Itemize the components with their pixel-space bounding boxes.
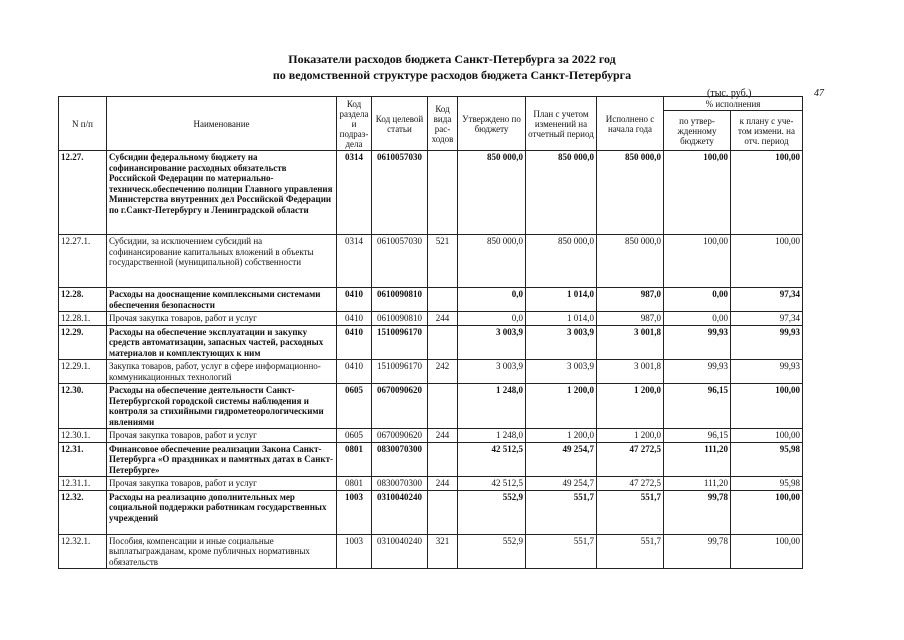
cell-row-number: 12.28. [59,288,107,312]
cell-row-number: 12.29. [59,325,107,360]
table-row [59,151,803,235]
cell-percent-plan: 99,93 [731,360,803,384]
cell-percent-plan: 99,93 [731,325,803,360]
cell-executed: 47 272,5 [597,477,664,491]
cell-expense-type-code: 244 [428,312,458,326]
cell-expense-type-code [428,288,458,312]
cell-section-code: 0801 [337,477,372,491]
header-no: N п/п [59,97,107,151]
cell-name: Пособия, компенсации и иные социальные выплатыгражданам, кроме публичных нормативных обязательств [107,534,337,569]
table-row [59,384,803,429]
cell-row-number: 12.29.1. [59,360,107,384]
cell-row-number: 12.27. [59,151,107,235]
cell-percent-plan: 100,00 [731,384,803,429]
cell-target-code: 0310040240 [372,534,428,569]
cell-percent-budget: 0,00 [664,312,731,326]
cell-percent-plan: 97,34 [731,288,803,312]
cell-executed: 3 001,8 [597,325,664,360]
units-label: (тыс. руб.) [707,88,752,99]
cell-percent-plan: 100,00 [731,490,803,534]
table-row [59,312,803,326]
cell-expense-type-code: 244 [428,429,458,443]
header-expense-type-code: Код вида рас-ходов [428,97,458,151]
cell-name: Расходы на реализацию дополнительных мер социальной поддержки работникам государственных учреждений [107,490,337,534]
table-row [59,477,803,491]
cell-section-code: 0410 [337,288,372,312]
cell-executed: 987,0 [597,288,664,312]
cell-percent-budget: 99,93 [664,360,731,384]
cell-name: Закупка товаров, работ, услуг в сфере информационно-коммуникационных технологий [107,360,337,384]
document-title: Показатели расходов бюджета Санкт-Петербурга за 2022 год [288,52,616,66]
cell-plan: 850 000,0 [526,235,597,288]
cell-plan: 850 000,0 [526,151,597,235]
cell-approved: 1 248,0 [458,429,526,443]
cell-row-number: 12.32.1. [59,534,107,569]
cell-approved: 3 003,9 [458,325,526,360]
cell-executed: 1 200,0 [597,429,664,443]
cell-name: Расходы на дооснащение комплексными системами обеспечения безопасности [107,288,337,312]
cell-name: Расходы на обеспечение эксплуатации и закупку средств автоматизации, запасных частей, расходных материалов и комплектующих к ним [107,325,337,360]
cell-approved: 3 003,9 [458,360,526,384]
cell-plan: 551,7 [526,534,597,569]
table-row [59,442,803,477]
cell-executed: 551,7 [597,490,664,534]
cell-target-code: 1510096170 [372,325,428,360]
cell-approved: 552,9 [458,534,526,569]
cell-section-code: 0314 [337,151,372,235]
cell-section-code: 0605 [337,429,372,443]
table-body [59,151,803,569]
cell-target-code: 0830070300 [372,477,428,491]
cell-approved: 42 512,5 [458,477,526,491]
cell-section-code: 0410 [337,312,372,326]
cell-row-number: 12.27.1. [59,235,107,288]
cell-executed: 850 000,0 [597,235,664,288]
table-row [59,490,803,534]
cell-name: Финансовое обеспечение реализации Закона Санкт-Петербурга «О праздниках и памятных датах в Санкт-Петербурге» [107,442,337,477]
cell-section-code: 0410 [337,325,372,360]
cell-name: Прочая закупка товаров, работ и услуг [107,429,337,443]
cell-percent-plan: 95,98 [731,477,803,491]
table-row [59,325,803,360]
cell-expense-type-code: 242 [428,360,458,384]
cell-plan: 49 254,7 [526,442,597,477]
budget-table [58,96,803,569]
cell-percent-budget: 99,78 [664,490,731,534]
cell-plan: 1 200,0 [526,429,597,443]
cell-section-code: 0410 [337,360,372,384]
cell-target-code: 0830070300 [372,442,428,477]
cell-percent-budget: 0,00 [664,288,731,312]
cell-percent-plan: 100,00 [731,235,803,288]
cell-row-number: 12.32. [59,490,107,534]
cell-executed: 1 200,0 [597,384,664,429]
cell-expense-type-code: 244 [428,477,458,491]
cell-percent-plan: 100,00 [731,151,803,235]
cell-approved: 850 000,0 [458,151,526,235]
cell-expense-type-code [428,325,458,360]
cell-approved: 42 512,5 [458,442,526,477]
cell-percent-plan: 100,00 [731,429,803,443]
cell-target-code: 0670090620 [372,429,428,443]
cell-percent-budget: 96,15 [664,429,731,443]
page-number: 47 [814,88,824,99]
cell-row-number: 12.28.1. [59,312,107,326]
header-percent-group: % исполнения [664,97,803,111]
header-target-code: Код целевой статьи [372,97,428,151]
table-row [59,235,803,288]
cell-plan: 3 003,9 [526,325,597,360]
cell-name: Прочая закупка товаров, работ и услуг [107,477,337,491]
cell-executed: 850 000,0 [597,151,664,235]
document-subtitle: по ведомственной структуре расходов бюджета Санкт-Петербурга [272,68,632,82]
header-executed: Исполнено с начала года [597,97,664,151]
cell-approved: 0,0 [458,312,526,326]
cell-target-code: 0610090810 [372,288,428,312]
cell-expense-type-code [428,151,458,235]
header-name: Наименование [107,97,337,151]
cell-row-number: 12.30.1. [59,429,107,443]
cell-plan: 551,7 [526,490,597,534]
cell-name: Субсидии федеральному бюджету на софинансирование расходных обязательств Российской Федерации по материально-техническ.обеспечению полиции Главного управления Министерства внутренних дел Российской Федерации по г.Санкт-Петербургу и Ленинградской области [107,151,337,235]
cell-target-code: 0610057030 [372,235,428,288]
cell-expense-type-code: 521 [428,235,458,288]
cell-approved: 552,9 [458,490,526,534]
cell-executed: 551,7 [597,534,664,569]
cell-section-code: 1003 [337,534,372,569]
cell-percent-budget: 99,78 [664,534,731,569]
cell-plan: 1 014,0 [526,312,597,326]
cell-target-code: 0310040240 [372,490,428,534]
cell-expense-type-code [428,442,458,477]
cell-name: Расходы на обеспечение деятельности Санкт-Петербургской городской системы наблюдения и контроля за стихийными гидрометеорологическими явлениями [107,384,337,429]
cell-percent-plan: 100,00 [731,534,803,569]
cell-name: Субсидии, за исключением субсидий на софинансирование капитальных вложений в объекты государственной (муниципальной) собственности [107,235,337,288]
cell-plan: 3 003,9 [526,360,597,384]
cell-expense-type-code [428,384,458,429]
cell-plan: 1 014,0 [526,288,597,312]
table-row [59,429,803,443]
cell-target-code: 0610090810 [372,312,428,326]
cell-section-code: 0605 [337,384,372,429]
cell-percent-plan: 97,34 [731,312,803,326]
cell-row-number: 12.31. [59,442,107,477]
cell-plan: 1 200,0 [526,384,597,429]
cell-executed: 47 272,5 [597,442,664,477]
header-percent-budget: по утвер-жденному бюджету [664,111,731,151]
cell-plan: 49 254,7 [526,477,597,491]
cell-percent-budget: 100,00 [664,151,731,235]
cell-row-number: 12.31.1. [59,477,107,491]
header-plan: План с учетом изменений на отчетный период [526,97,597,151]
cell-target-code: 0670090620 [372,384,428,429]
cell-executed: 987,0 [597,312,664,326]
cell-approved: 0,0 [458,288,526,312]
table-row [59,288,803,312]
cell-expense-type-code: 321 [428,534,458,569]
cell-percent-budget: 96,15 [664,384,731,429]
cell-percent-budget: 99,93 [664,325,731,360]
cell-approved: 850 000,0 [458,235,526,288]
cell-section-code: 0314 [337,235,372,288]
cell-target-code: 1510096170 [372,360,428,384]
cell-expense-type-code [428,490,458,534]
header-approved: Утверждено по бюджету [458,97,526,151]
cell-percent-budget: 111,20 [664,477,731,491]
cell-approved: 1 248,0 [458,384,526,429]
cell-executed: 3 001,8 [597,360,664,384]
header-percent-plan: к плану с уче-том измени. на отч. период [731,111,803,151]
table-row [59,534,803,569]
cell-percent-budget: 111,20 [664,442,731,477]
cell-section-code: 0801 [337,442,372,477]
cell-target-code: 0610057030 [372,151,428,235]
cell-row-number: 12.30. [59,384,107,429]
table-row [59,360,803,384]
cell-percent-plan: 95,98 [731,442,803,477]
cell-section-code: 1003 [337,490,372,534]
cell-percent-budget: 100,00 [664,235,731,288]
cell-name: Прочая закупка товаров, работ и услуг [107,312,337,326]
header-section-code: Код раздела и подраз-дела [337,97,372,151]
